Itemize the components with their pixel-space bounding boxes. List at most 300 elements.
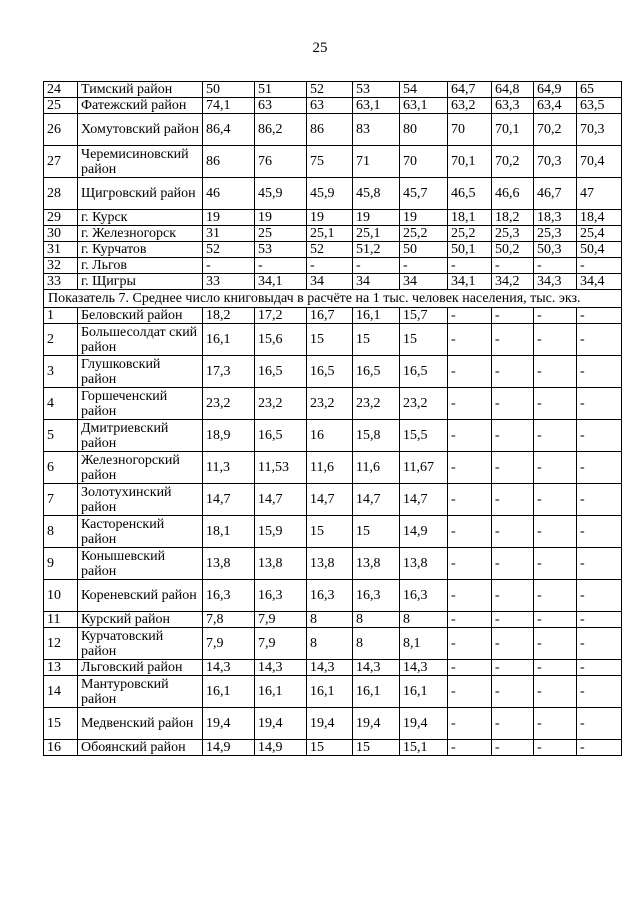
value-cell: - [448, 548, 492, 580]
value-cell: 80 [400, 114, 448, 146]
value-cell: 7,8 [203, 612, 255, 628]
table-row [44, 324, 622, 356]
row-number: 8 [44, 516, 78, 548]
row-number: 28 [44, 178, 78, 210]
table-row [44, 356, 622, 388]
value-cell: 25,3 [534, 226, 577, 242]
table-row [44, 114, 622, 146]
district-name: г. Железногорск [78, 226, 203, 242]
table-row [44, 210, 622, 226]
value-cell: - [448, 484, 492, 516]
value-cell: 31 [203, 226, 255, 242]
district-name: Золотухинский район [78, 484, 203, 516]
value-cell: - [534, 516, 577, 548]
value-cell: 14,7 [400, 484, 448, 516]
value-cell: 14,9 [255, 740, 307, 756]
value-cell: 13,8 [255, 548, 307, 580]
table-row [44, 516, 622, 548]
row-number: 16 [44, 740, 78, 756]
value-cell: - [492, 258, 534, 274]
value-cell: 50,4 [577, 242, 622, 258]
value-cell: - [492, 660, 534, 676]
value-cell: - [353, 258, 400, 274]
value-cell: 19 [353, 210, 400, 226]
district-name: Большесолдат ский район [78, 324, 203, 356]
value-cell: 14,9 [400, 516, 448, 548]
table-row [44, 258, 622, 274]
value-cell: 14,7 [255, 484, 307, 516]
indicator-table [43, 81, 622, 756]
value-cell: - [534, 708, 577, 740]
value-cell: 23,2 [400, 388, 448, 420]
row-number: 4 [44, 388, 78, 420]
value-cell: 11,3 [203, 452, 255, 484]
value-cell: 34,2 [492, 274, 534, 290]
value-cell: 16,1 [203, 324, 255, 356]
value-cell: 50 [400, 242, 448, 258]
value-cell: 14,9 [203, 740, 255, 756]
value-cell: 7,9 [255, 612, 307, 628]
value-cell: - [492, 516, 534, 548]
value-cell: 74,1 [203, 98, 255, 114]
row-number: 11 [44, 612, 78, 628]
value-cell: - [577, 258, 622, 274]
value-cell: 14,3 [307, 660, 353, 676]
value-cell: 16,3 [400, 580, 448, 612]
value-cell: 33 [203, 274, 255, 290]
value-cell: 14,3 [203, 660, 255, 676]
value-cell: 63,5 [577, 98, 622, 114]
value-cell: 16,1 [353, 676, 400, 708]
row-number: 1 [44, 308, 78, 324]
value-cell: - [492, 452, 534, 484]
district-name: Черемисиновский район [78, 146, 203, 178]
table-row [44, 274, 622, 290]
value-cell: 8 [353, 628, 400, 660]
value-cell: - [577, 420, 622, 452]
district-name: Тимский район [78, 82, 203, 98]
district-name: Конышевский район [78, 548, 203, 580]
value-cell: 45,9 [255, 178, 307, 210]
value-cell: 70,3 [534, 146, 577, 178]
page-number: 25 [312, 40, 328, 56]
row-number: 14 [44, 676, 78, 708]
value-cell: - [492, 580, 534, 612]
value-cell: - [534, 258, 577, 274]
value-cell: 16,5 [255, 420, 307, 452]
value-cell: - [448, 580, 492, 612]
value-cell: - [448, 612, 492, 628]
table-row [44, 226, 622, 242]
row-number: 5 [44, 420, 78, 452]
value-cell: 15,9 [255, 516, 307, 548]
district-name: Медвенский район [78, 708, 203, 740]
value-cell: 34,4 [577, 274, 622, 290]
value-cell: 34,1 [448, 274, 492, 290]
value-cell: - [577, 452, 622, 484]
value-cell: - [448, 660, 492, 676]
value-cell: 46,6 [492, 178, 534, 210]
value-cell: 19,4 [255, 708, 307, 740]
value-cell: 23,2 [353, 388, 400, 420]
value-cell: 15 [307, 516, 353, 548]
value-cell: 63,4 [534, 98, 577, 114]
value-cell: 25,3 [492, 226, 534, 242]
table-row [44, 580, 622, 612]
value-cell: 53 [353, 82, 400, 98]
value-cell: 52 [307, 82, 353, 98]
value-cell: 11,53 [255, 452, 307, 484]
value-cell: 14,7 [353, 484, 400, 516]
table-row [44, 628, 622, 660]
value-cell: - [448, 628, 492, 660]
value-cell: 86,2 [255, 114, 307, 146]
row-number: 3 [44, 356, 78, 388]
value-cell: 16 [307, 420, 353, 452]
value-cell: 18,1 [203, 516, 255, 548]
value-cell: 19,4 [353, 708, 400, 740]
value-cell: - [448, 324, 492, 356]
district-name: Беловский район [78, 308, 203, 324]
value-cell: - [534, 388, 577, 420]
value-cell: - [534, 580, 577, 612]
row-number: 29 [44, 210, 78, 226]
district-name: Глушковский район [78, 356, 203, 388]
value-cell: 18,2 [492, 210, 534, 226]
value-cell: 70,3 [577, 114, 622, 146]
district-name: Хомутовский район [78, 114, 203, 146]
value-cell: 13,8 [307, 548, 353, 580]
value-cell: - [448, 308, 492, 324]
value-cell: 54 [400, 82, 448, 98]
value-cell: - [492, 484, 534, 516]
value-cell: 19,4 [400, 708, 448, 740]
row-number: 26 [44, 114, 78, 146]
value-cell: 18,9 [203, 420, 255, 452]
value-cell: - [534, 628, 577, 660]
value-cell: - [534, 484, 577, 516]
district-name: Дмитриевский район [78, 420, 203, 452]
value-cell: 16,5 [400, 356, 448, 388]
value-cell: - [534, 308, 577, 324]
value-cell: - [448, 356, 492, 388]
value-cell: 16,3 [203, 580, 255, 612]
value-cell: - [203, 258, 255, 274]
value-cell: 14,3 [255, 660, 307, 676]
value-cell: 86,4 [203, 114, 255, 146]
row-number: 24 [44, 82, 78, 98]
district-name: Мантуровский район [78, 676, 203, 708]
value-cell: 15 [353, 740, 400, 756]
value-cell: 25,4 [577, 226, 622, 242]
value-cell: 63,2 [448, 98, 492, 114]
district-name: г. Курск [78, 210, 203, 226]
value-cell: 63,3 [492, 98, 534, 114]
value-cell: - [492, 388, 534, 420]
value-cell: 46,5 [448, 178, 492, 210]
value-cell: 34 [353, 274, 400, 290]
table-row [44, 740, 622, 756]
district-name: Фатежский район [78, 98, 203, 114]
value-cell: 46,7 [534, 178, 577, 210]
value-cell: 19 [307, 210, 353, 226]
value-cell: 45,9 [307, 178, 353, 210]
value-cell: 34,1 [255, 274, 307, 290]
value-cell: 15,1 [400, 740, 448, 756]
value-cell: 19 [255, 210, 307, 226]
value-cell: - [534, 324, 577, 356]
value-cell: - [577, 740, 622, 756]
value-cell: 70,4 [577, 146, 622, 178]
table-row [44, 178, 622, 210]
value-cell: - [534, 356, 577, 388]
value-cell: - [492, 548, 534, 580]
row-number: 10 [44, 580, 78, 612]
value-cell: 75 [307, 146, 353, 178]
district-name: Железногорский район [78, 452, 203, 484]
table-row [44, 708, 622, 740]
value-cell: - [492, 676, 534, 708]
value-cell: - [577, 484, 622, 516]
value-cell: 11,6 [307, 452, 353, 484]
value-cell: - [492, 612, 534, 628]
value-cell: 64,8 [492, 82, 534, 98]
row-number: 32 [44, 258, 78, 274]
value-cell: 70,1 [448, 146, 492, 178]
value-cell: 71 [353, 146, 400, 178]
row-number: 6 [44, 452, 78, 484]
value-cell: 11,67 [400, 452, 448, 484]
value-cell: - [534, 660, 577, 676]
value-cell: 14,7 [307, 484, 353, 516]
value-cell: 52 [307, 242, 353, 258]
value-cell: 15 [353, 324, 400, 356]
value-cell: 63 [255, 98, 307, 114]
value-cell: 16,1 [353, 308, 400, 324]
value-cell: 70,2 [534, 114, 577, 146]
district-name: Обоянский район [78, 740, 203, 756]
value-cell: 16,5 [353, 356, 400, 388]
value-cell: 50,3 [534, 242, 577, 258]
value-cell: 8 [353, 612, 400, 628]
value-cell: 16,5 [255, 356, 307, 388]
table-row [44, 612, 622, 628]
value-cell: - [534, 452, 577, 484]
value-cell: 13,8 [353, 548, 400, 580]
value-cell: 18,4 [577, 210, 622, 226]
value-cell: 23,2 [203, 388, 255, 420]
value-cell: 23,2 [307, 388, 353, 420]
value-cell: 70 [448, 114, 492, 146]
value-cell: - [534, 548, 577, 580]
value-cell: 16,3 [307, 580, 353, 612]
district-name: г. Щигры [78, 274, 203, 290]
table-row [44, 308, 622, 324]
row-number: 12 [44, 628, 78, 660]
value-cell: 70,2 [492, 146, 534, 178]
row-number: 31 [44, 242, 78, 258]
value-cell: 14,3 [353, 660, 400, 676]
value-cell: 15 [353, 516, 400, 548]
value-cell: - [534, 612, 577, 628]
table-row [44, 82, 622, 98]
value-cell: - [448, 258, 492, 274]
value-cell: 70,1 [492, 114, 534, 146]
value-cell: - [577, 580, 622, 612]
value-cell: - [577, 628, 622, 660]
table-row [44, 660, 622, 676]
value-cell: - [448, 452, 492, 484]
district-name: г. Курчатов [78, 242, 203, 258]
value-cell: 34,3 [534, 274, 577, 290]
row-number: 30 [44, 226, 78, 242]
value-cell: 64,9 [534, 82, 577, 98]
value-cell: 15,8 [353, 420, 400, 452]
value-cell: 16,5 [307, 356, 353, 388]
value-cell: 83 [353, 114, 400, 146]
value-cell: - [577, 308, 622, 324]
value-cell: 34 [400, 274, 448, 290]
value-cell: - [577, 612, 622, 628]
value-cell: - [400, 258, 448, 274]
value-cell: - [577, 676, 622, 708]
value-cell: 13,8 [400, 548, 448, 580]
row-number: 15 [44, 708, 78, 740]
value-cell: 63,1 [353, 98, 400, 114]
value-cell: 15,6 [255, 324, 307, 356]
value-cell: 19,4 [203, 708, 255, 740]
value-cell: 14,3 [400, 660, 448, 676]
value-cell: - [448, 420, 492, 452]
value-cell: - [577, 548, 622, 580]
value-cell: 7,9 [255, 628, 307, 660]
value-cell: - [492, 420, 534, 452]
value-cell: 15,7 [400, 308, 448, 324]
value-cell: 86 [203, 146, 255, 178]
value-cell: 65 [577, 82, 622, 98]
table-row [44, 452, 622, 484]
row-number: 25 [44, 98, 78, 114]
district-name: Кореневский район [78, 580, 203, 612]
section-header-row [44, 290, 622, 308]
value-cell: 17,3 [203, 356, 255, 388]
value-cell: - [492, 628, 534, 660]
value-cell: 17,2 [255, 308, 307, 324]
table-row [44, 146, 622, 178]
value-cell: 45,8 [353, 178, 400, 210]
value-cell: 15 [400, 324, 448, 356]
value-cell: - [577, 388, 622, 420]
value-cell: 18,3 [534, 210, 577, 226]
value-cell: - [448, 708, 492, 740]
value-cell: 50,2 [492, 242, 534, 258]
table-row [44, 388, 622, 420]
value-cell: 16,1 [400, 676, 448, 708]
value-cell: 47 [577, 178, 622, 210]
value-cell: - [448, 740, 492, 756]
value-cell: - [534, 420, 577, 452]
value-cell: - [577, 660, 622, 676]
value-cell: 19 [400, 210, 448, 226]
table-row [44, 676, 622, 708]
value-cell: - [492, 324, 534, 356]
value-cell: 16,3 [353, 580, 400, 612]
value-cell: 51 [255, 82, 307, 98]
district-name: Льговский район [78, 660, 203, 676]
value-cell: 76 [255, 146, 307, 178]
value-cell: - [492, 308, 534, 324]
value-cell: 8,1 [400, 628, 448, 660]
value-cell: 16,7 [307, 308, 353, 324]
value-cell: 15 [307, 740, 353, 756]
value-cell: 63 [307, 98, 353, 114]
value-cell: 34 [307, 274, 353, 290]
value-cell: 15,5 [400, 420, 448, 452]
value-cell: 63,1 [400, 98, 448, 114]
value-cell: 13,8 [203, 548, 255, 580]
value-cell: 25,2 [448, 226, 492, 242]
district-name: г. Льгов [78, 258, 203, 274]
table-row [44, 484, 622, 516]
row-number: 33 [44, 274, 78, 290]
value-cell: 18,1 [448, 210, 492, 226]
value-cell: 8 [400, 612, 448, 628]
value-cell: 16,3 [255, 580, 307, 612]
value-cell: - [577, 708, 622, 740]
value-cell: 19,4 [307, 708, 353, 740]
value-cell: 53 [255, 242, 307, 258]
value-cell: - [577, 516, 622, 548]
value-cell: - [448, 676, 492, 708]
value-cell: - [492, 356, 534, 388]
table-row [44, 242, 622, 258]
value-cell: 52 [203, 242, 255, 258]
value-cell: - [307, 258, 353, 274]
value-cell: 8 [307, 612, 353, 628]
value-cell: 16,1 [255, 676, 307, 708]
value-cell: 25,1 [353, 226, 400, 242]
value-cell: 8 [307, 628, 353, 660]
value-cell: 25,2 [400, 226, 448, 242]
value-cell: - [448, 388, 492, 420]
value-cell: 86 [307, 114, 353, 146]
value-cell: 45,7 [400, 178, 448, 210]
value-cell: - [577, 324, 622, 356]
district-name: Курчатовский район [78, 628, 203, 660]
district-name: Горшеченский район [78, 388, 203, 420]
district-name: Касторенский район [78, 516, 203, 548]
value-cell: - [534, 740, 577, 756]
table-row [44, 98, 622, 114]
value-cell: 18,2 [203, 308, 255, 324]
value-cell: 15 [307, 324, 353, 356]
value-cell: - [577, 356, 622, 388]
value-cell: - [255, 258, 307, 274]
table-row [44, 420, 622, 452]
value-cell: 46 [203, 178, 255, 210]
row-number: 9 [44, 548, 78, 580]
value-cell: 23,2 [255, 388, 307, 420]
row-number: 7 [44, 484, 78, 516]
row-number: 2 [44, 324, 78, 356]
value-cell: 64,7 [448, 82, 492, 98]
section-title: Показатель 7. Среднее число книговыдач в расчёте на 1 тыс. человек населения, тыс. экз. [44, 290, 622, 308]
row-number: 13 [44, 660, 78, 676]
value-cell: 16,1 [307, 676, 353, 708]
value-cell: - [492, 708, 534, 740]
value-cell: - [534, 676, 577, 708]
value-cell: 25,1 [307, 226, 353, 242]
